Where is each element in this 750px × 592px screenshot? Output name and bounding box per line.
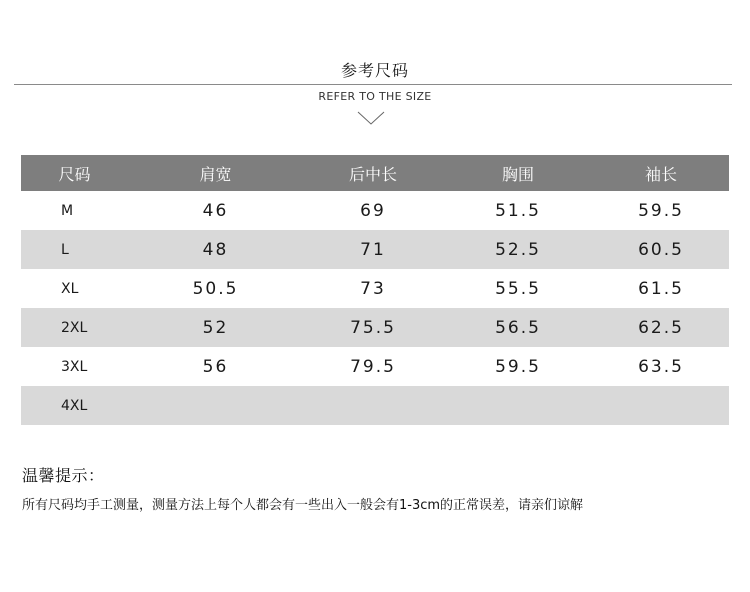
page-subtitle: REFER TO THE SIZE xyxy=(318,90,432,103)
back-length-cell: 75.5 xyxy=(303,308,443,347)
chest-cell: 52.5 xyxy=(443,230,593,269)
chest-cell: 59.5 xyxy=(495,356,541,377)
chest-cell: 56.5 xyxy=(443,308,593,347)
column-header-sleeve: 袖长 xyxy=(593,155,729,191)
back-length-cell: 79.5 xyxy=(350,356,396,377)
column-header-shoulder: 肩宽 xyxy=(128,155,303,191)
shoulder-cell: 50.5 xyxy=(192,278,239,299)
sleeve-cell xyxy=(593,386,729,425)
chevron-down-icon xyxy=(357,110,385,126)
back-length-cell: 71 xyxy=(303,230,443,269)
shoulder-cell: 56 xyxy=(202,356,229,377)
table-row xyxy=(21,230,729,269)
notice-body: 所有尺码均手工测量，测量方法上每个人都会有一些出入一般会有1-3cm的正常误差，请亲们谅解 xyxy=(22,498,584,513)
shoulder-cell: 48 xyxy=(128,230,303,269)
back-length-cell: 73 xyxy=(360,278,386,299)
shoulder-cell: 52 xyxy=(128,308,303,347)
page-title: 参考尺码 xyxy=(340,61,409,80)
size-cell: M xyxy=(61,202,74,219)
size-chart-table xyxy=(21,155,729,425)
chest-cell: 51.5 xyxy=(495,200,541,221)
chest-cell xyxy=(443,386,593,425)
shoulder-cell: 46 xyxy=(202,200,229,221)
column-header-size: 尺码 xyxy=(21,155,128,191)
table-row xyxy=(21,191,729,230)
table-row xyxy=(21,386,729,425)
shoulder-cell xyxy=(128,386,303,425)
size-cell: L xyxy=(21,230,128,269)
table-row xyxy=(21,308,729,347)
title-divider xyxy=(14,84,732,85)
size-cell: 4XL xyxy=(21,386,128,425)
sleeve-cell: 61.5 xyxy=(638,278,684,299)
size-cell: 2XL xyxy=(21,308,128,347)
back-length-cell xyxy=(303,386,443,425)
table-row xyxy=(21,347,729,386)
sleeve-cell: 59.5 xyxy=(638,200,684,221)
size-cell: XL xyxy=(61,280,79,297)
column-header-chest: 胸围 xyxy=(443,155,593,191)
sleeve-cell: 62.5 xyxy=(593,308,729,347)
column-header-back-length: 后中长 xyxy=(303,155,443,191)
table-row xyxy=(21,269,729,308)
table-header-row xyxy=(21,155,729,191)
sleeve-cell: 63.5 xyxy=(638,356,684,377)
sleeve-cell: 60.5 xyxy=(593,230,729,269)
chest-cell: 55.5 xyxy=(495,278,541,299)
back-length-cell: 69 xyxy=(360,200,386,221)
notice-title: 温馨提示： xyxy=(22,466,105,485)
size-cell: 3XL xyxy=(61,358,88,375)
